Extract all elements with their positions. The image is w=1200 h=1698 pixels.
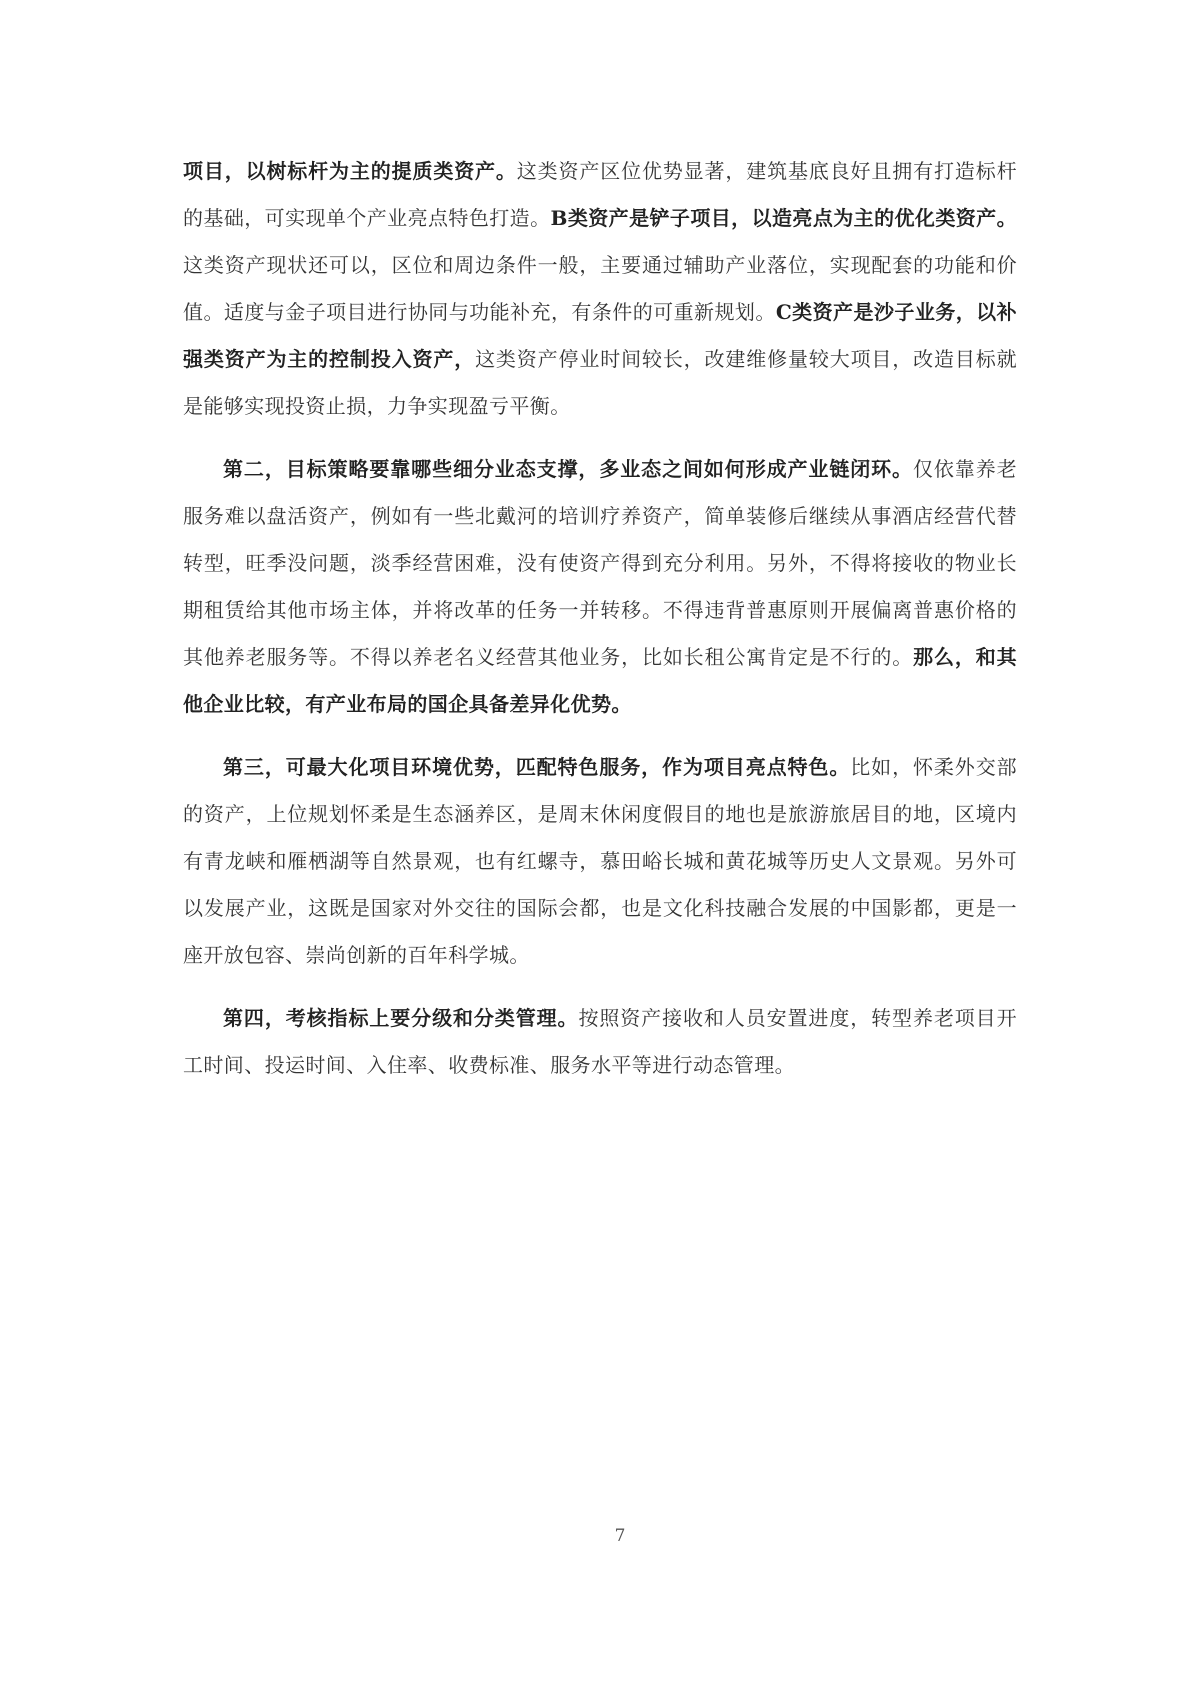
page-number: 7: [614, 1526, 626, 1546]
text-run: 第三，可最大化项目环境优势，匹配特色服务，作为项目亮点特色。: [223, 755, 851, 779]
text-run: B类资产是铲子项目，以造亮点为主的优化类资产。: [550, 206, 1017, 230]
text-run: 这类资产区位优势显著，建筑基底良好且拥有打造标杆的基础，可实现单个产业亮点特色打造。: [183, 159, 1017, 230]
text-run: 按照资产接收和人员安置进度，转型养老项目开工时间、投运时间、入住率、收费标准、服务水平等进行动态管理。: [183, 1006, 1017, 1077]
paragraph-third-point: [183, 744, 1017, 979]
text-run: C类资产是沙子业务，以补强类资产为主的控制投入资产，: [183, 300, 1017, 371]
text-run: 仅依靠养老服务难以盘活资产，例如有一些北戴河的培训疗养资产，简单装修后继续从事酒店经营代替转型，旺季没问题，淡季经营困难，没有使资产得到充分利用。另外，不得将接收的物业长期租赁给其他市场主体，并将改革的任务一并转移。不得违背普惠原则开展偏离普惠价格的其他养老服务等。不得以养老名义经营其他业务，比如长租公寓肯定是不行的。: [183, 457, 1018, 669]
text-run: 项目，以树标杆为主的提质类资产。: [183, 159, 517, 183]
text-run: 第二，目标策略要靠哪些细分业态支撑，多业态之间如何形成产业链闭环。: [223, 457, 913, 481]
text-run: 第四，考核指标上要分级和分类管理。: [223, 1006, 579, 1030]
paragraph-asset-classes: [183, 148, 1017, 430]
paragraph-fourth-point: [183, 995, 1017, 1089]
text-run: 比如，怀柔外交部的资产，上位规划怀柔是生态涵养区，是周末休闲度假目的地也是旅游旅居目的地，区境内有青龙峡和雁栖湖等自然景观，也有红螺寺，慕田峪长城和黄花城等历史人文景观。另外可以发展产业，这既是国家对外交往的国际会都，也是文化科技融合发展的中国影都，更是一座开放包容、崇尚创新的百年科学城。: [183, 755, 1018, 967]
text-run: 这类资产现状还可以，区位和周边条件一般，主要通过辅助产业落位，实现配套的功能和价值。适度与金子项目进行协同与功能补充，有条件的可重新规划。: [183, 253, 1017, 324]
document-body: [183, 148, 1017, 1089]
paragraph-second-point: [183, 446, 1017, 728]
text-run: 那么，和其他企业比较，有产业布局的国企具备差异化优势。: [183, 645, 1018, 716]
text-run: 这类资产停业时间较长，改建维修量较大项目，改造目标就是能够实现投资止损，力争实现盈亏平衡。: [183, 347, 1017, 418]
